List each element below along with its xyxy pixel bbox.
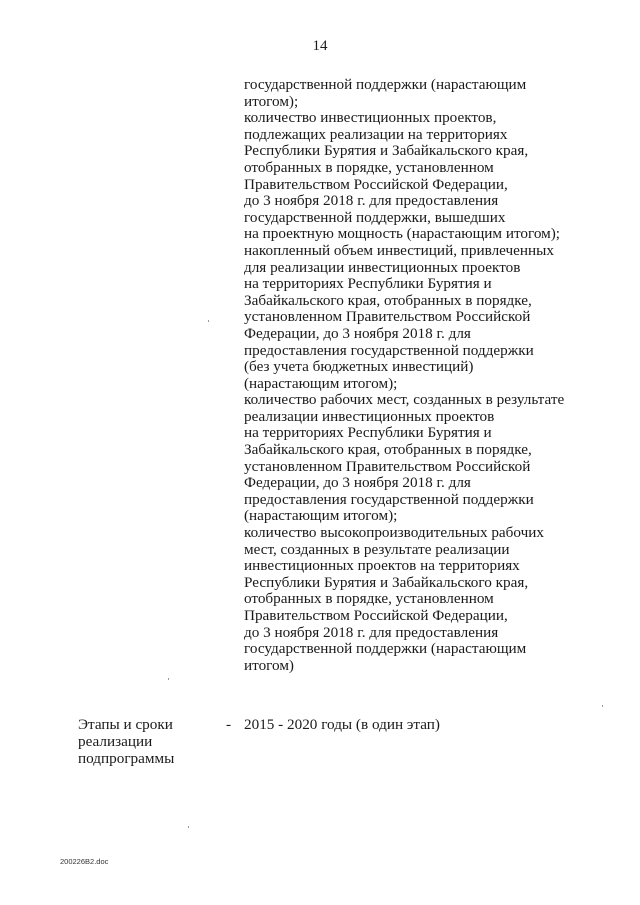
text-line: подлежащих реализации на территориях: [244, 125, 508, 143]
text-line: Правительством Российской Федерации,: [244, 607, 508, 624]
stage-dash: -: [226, 716, 232, 733]
text-line: отобранных в порядке, установленном: [244, 158, 494, 176]
text-line: Федерации, до 3 ноября 2018 г. для: [244, 474, 471, 492]
text-line: предоставления государственной поддержки: [244, 341, 534, 359]
text-line: итогом);: [244, 92, 299, 110]
stage-label-line: реализации: [78, 733, 153, 750]
text-line: накопленный объем инвестиций, привлеченных: [244, 241, 554, 259]
text-line: (без учета бюджетных инвестиций): [244, 358, 474, 376]
stage-value: 2015 - 2020 годы (в один этап): [244, 716, 440, 733]
text-line: мест, созданных в результате реализации: [244, 540, 510, 558]
text-line: до 3 ноября 2018 г. для предоставления: [244, 192, 499, 210]
stage-label-line: подпрограммы: [78, 750, 175, 767]
text-line: итогом): [244, 656, 294, 674]
stage-label: [78, 716, 208, 767]
page-number: 14: [312, 38, 328, 54]
scan-speck: [208, 320, 209, 322]
text-line: на проектную мощность (нарастающим итогом);: [244, 225, 561, 243]
text-line: отобранных в порядке, установленном: [244, 590, 494, 608]
text-line: реализации инвестиционных проектов: [244, 407, 495, 425]
text-line: инвестиционных проектов на территориях: [244, 557, 520, 575]
text-line: количество рабочих мест, созданных в результате: [244, 391, 565, 409]
stage-label-line: Этапы и сроки: [78, 716, 173, 733]
text-line: Правительством Российской Федерации,: [244, 175, 508, 193]
text-line: установленном Правительством Российской: [244, 457, 531, 475]
scan-speck: [602, 705, 603, 707]
text-line: Забайкальского края, отобранных в порядке,: [244, 441, 532, 459]
text-line: количество инвестиционных проектов,: [244, 109, 497, 127]
text-line: (нарастающим итогом);: [244, 374, 398, 392]
text-line: Забайкальского края, отобранных в порядке,: [244, 291, 532, 309]
text-line: государственной поддержки (нарастающим: [244, 640, 527, 658]
text-line: государственной поддержки, вышедших: [244, 208, 506, 226]
text-line: (нарастающим итогом);: [244, 507, 398, 525]
text-line: Республики Бурятия и Забайкальского края,: [244, 573, 529, 591]
text-line: установленном Правительством Российской: [244, 308, 531, 326]
footer-doc-code: 200226В2.doc: [60, 857, 109, 866]
text-line: Федерации, до 3 ноября 2018 г. для: [244, 324, 471, 342]
scan-speck: [168, 678, 169, 680]
text-line: Республики Бурятия и Забайкальского края,: [244, 142, 529, 160]
text-line: государственной поддержки (нарастающим: [244, 76, 527, 93]
text-line: для реализации инвестиционных проектов: [244, 258, 521, 276]
text-line: до 3 ноября 2018 г. для предоставления: [244, 623, 499, 641]
text-line: на территориях Республики Бурятия и: [244, 275, 492, 293]
text-line: на территориях Республики Бурятия и: [244, 424, 492, 442]
text-line: количество высокопроизводительных рабочих: [244, 524, 544, 542]
scan-speck: [188, 826, 189, 828]
indicators-text-block: [244, 77, 594, 674]
text-line: предоставления государственной поддержки: [244, 490, 534, 508]
